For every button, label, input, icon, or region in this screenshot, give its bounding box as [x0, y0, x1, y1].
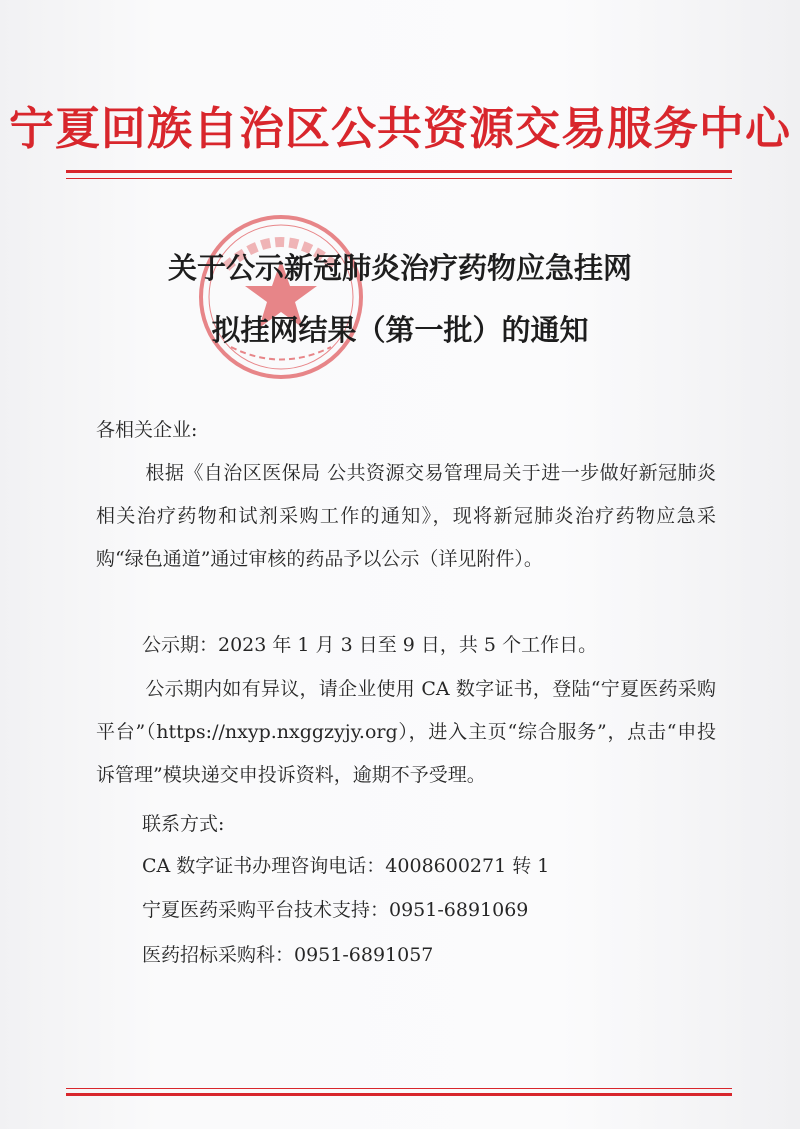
footer-rule-thick: [66, 1093, 732, 1096]
notice-title-line1: 关于公示新冠肺炎治疗药物应急挂网: [167, 251, 632, 285]
contact-tech-support: 宁夏医药采购平台技术支持：0951-6891069: [142, 899, 529, 921]
footer-rule-thin: [66, 1088, 732, 1089]
body-paragraph-1: 根据《自治区医保局 公共资源交易管理局关于进一步做好新冠肺炎相关治疗药物和试剂采购工作的通知》，现将新冠肺炎治疗药物应急采购“绿色通道”通过审核的药品予以公示（详见附件）。: [96, 462, 716, 570]
body-paragraph-2: 公示期内如有异议，请企业使用 CA 数字证书，登陆“宁夏医药采购平台”（https://nxyp.nxggzyjy.org），进入主页“综合服务”，点击“申投诉管理”模块递交申投诉资料，逾期不予受理。: [96, 678, 716, 786]
header-rule-thick: [66, 170, 732, 173]
org-name-header: 宁夏回族自治区公共资源交易服务中心: [8, 102, 791, 155]
salutation: 各相关企业:: [96, 419, 198, 441]
contact-ca-phone: CA 数字证书办理咨询电话：4008600271 转 1: [142, 855, 550, 877]
notice-title-line2: 拟挂网结果（第一批）的通知: [211, 313, 589, 347]
star-seal-icon: [196, 212, 366, 382]
contact-procurement-dept: 医药招标采购科：0951-6891057: [142, 944, 434, 966]
contact-label: 联系方式:: [142, 813, 225, 835]
notice-period: 公示期：2023 年 1 月 3 日至 9 日，共 5 个工作日。: [142, 634, 598, 656]
header-rule-thin: [66, 178, 732, 179]
